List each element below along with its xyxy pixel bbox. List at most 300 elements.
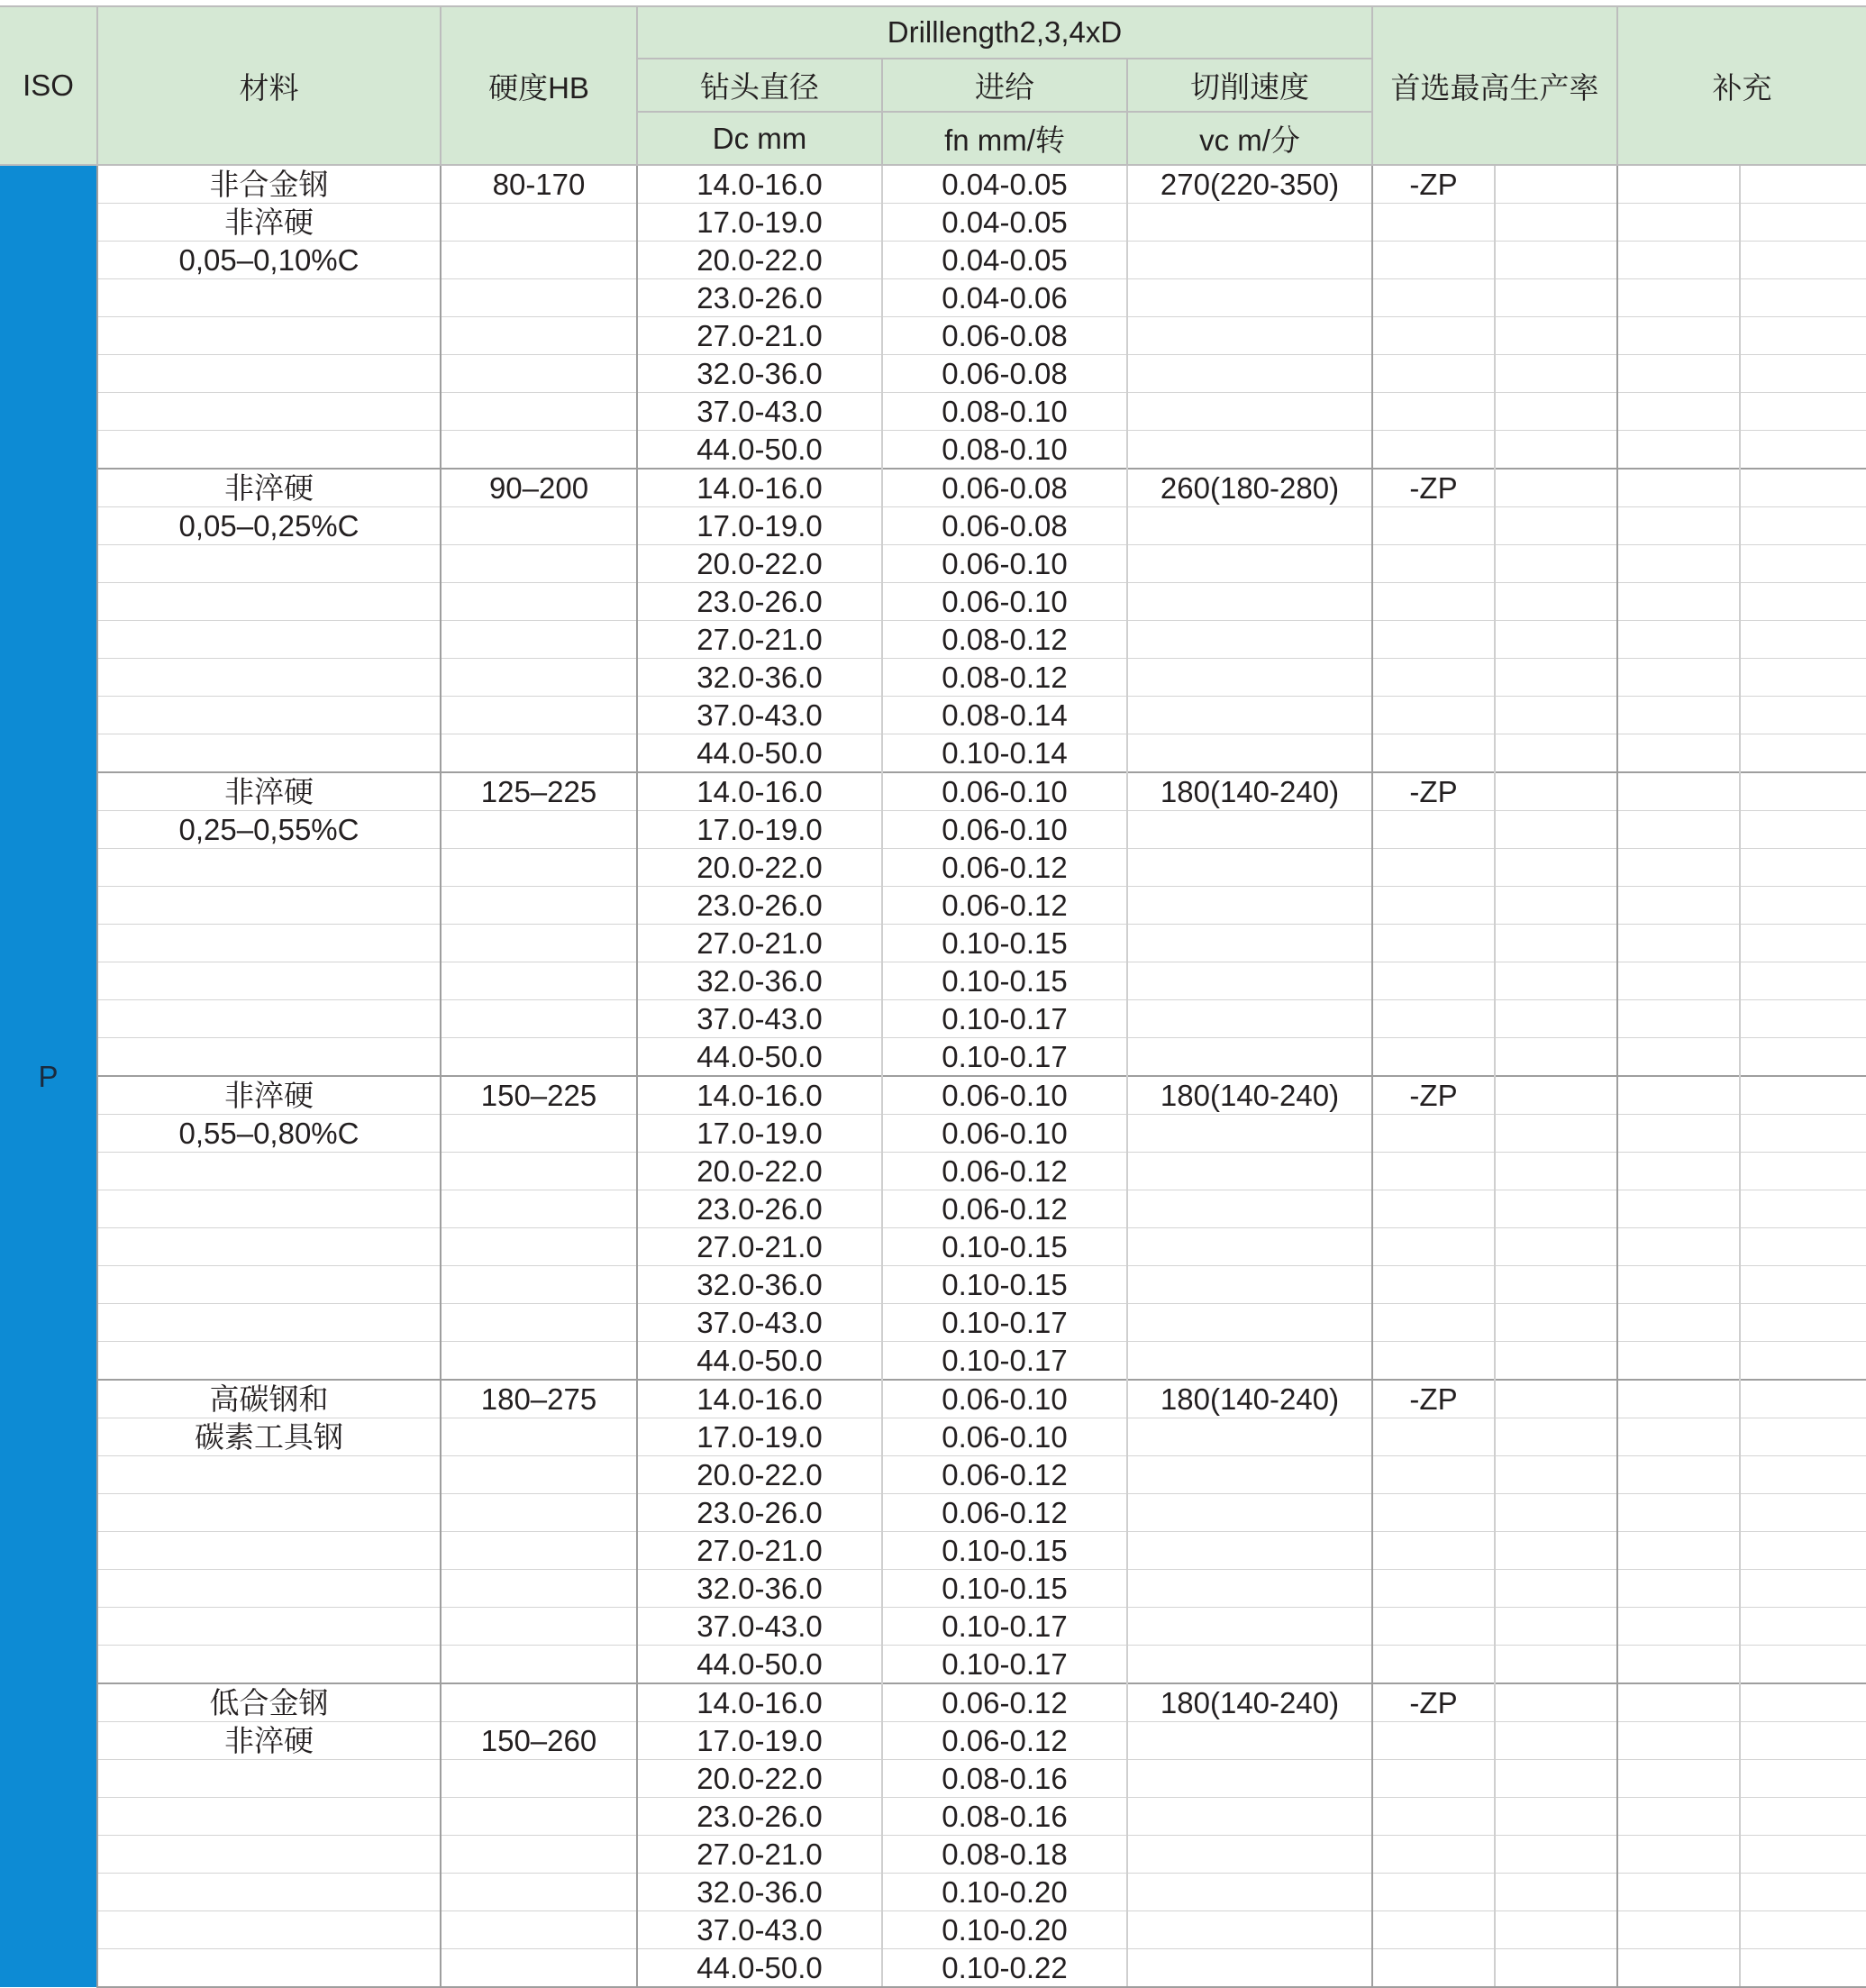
- supplement-cell: [1617, 1153, 1740, 1190]
- feed-cell: 0.10-0.15: [882, 1532, 1127, 1570]
- preferred-cell: [1372, 1266, 1495, 1304]
- preferred-extra-cell: [1495, 1646, 1617, 1684]
- speed-cell: [1127, 1760, 1372, 1798]
- feed-cell: 0.10-0.17: [882, 1608, 1127, 1646]
- table-row: [0, 925, 1866, 962]
- preferred-extra-cell: [1495, 1115, 1617, 1153]
- diameter-cell: 27.0-21.0: [637, 621, 882, 659]
- header-supplement: 补充: [1617, 6, 1866, 165]
- speed-cell: [1127, 1304, 1372, 1342]
- material-cell: [97, 1494, 441, 1532]
- feed-cell: 0.08-0.12: [882, 621, 1127, 659]
- speed-cell: [1127, 393, 1372, 431]
- hardness-cell: [441, 1646, 637, 1684]
- feed-cell: 0.10-0.14: [882, 734, 1127, 773]
- speed-cell: [1127, 279, 1372, 317]
- supplement-cell: [1617, 1038, 1740, 1077]
- feed-cell: 0.06-0.08: [882, 317, 1127, 355]
- material-cell: [97, 431, 441, 470]
- preferred-extra-cell: [1495, 545, 1617, 583]
- supplement-extra-cell: [1740, 1683, 1866, 1722]
- speed-cell: [1127, 1342, 1372, 1381]
- material-cell: [97, 1266, 441, 1304]
- supplement-cell: [1617, 1380, 1740, 1418]
- preferred-cell: -ZP: [1372, 1076, 1495, 1115]
- supplement-cell: [1617, 1228, 1740, 1266]
- preferred-cell: [1372, 849, 1495, 887]
- preferred-cell: [1372, 583, 1495, 621]
- supplement-cell: [1617, 242, 1740, 279]
- speed-cell: [1127, 1532, 1372, 1570]
- preferred-cell: [1372, 1760, 1495, 1798]
- supplement-cell: [1617, 355, 1740, 393]
- diameter-cell: 17.0-19.0: [637, 1115, 882, 1153]
- supplement-extra-cell: [1740, 545, 1866, 583]
- hardness-cell: [441, 1266, 637, 1304]
- preferred-cell: -ZP: [1372, 1683, 1495, 1722]
- table-row: [0, 659, 1866, 697]
- supplement-extra-cell: [1740, 1380, 1866, 1418]
- header-diameter: 钻头直径: [637, 59, 882, 112]
- preferred-extra-cell: [1495, 1076, 1617, 1115]
- supplement-extra-cell: [1740, 734, 1866, 773]
- preferred-extra-cell: [1495, 1798, 1617, 1836]
- hardness-cell: [441, 1153, 637, 1190]
- supplement-extra-cell: [1740, 1722, 1866, 1760]
- preferred-extra-cell: [1495, 469, 1617, 507]
- hardness-cell: [441, 1911, 637, 1949]
- preferred-cell: [1372, 811, 1495, 849]
- supplement-extra-cell: [1740, 1000, 1866, 1038]
- material-cell: 低合金钢: [97, 1683, 441, 1722]
- material-cell: 非合金钢: [97, 165, 441, 204]
- table-row: [0, 1266, 1866, 1304]
- feed-cell: 0.06-0.10: [882, 1418, 1127, 1456]
- feed-cell: 0.10-0.20: [882, 1911, 1127, 1949]
- material-cell: [97, 1760, 441, 1798]
- material-cell: 0,25–0,55%C: [97, 811, 441, 849]
- hardness-cell: [441, 1683, 637, 1722]
- hardness-cell: [441, 1304, 637, 1342]
- feed-cell: 0.08-0.18: [882, 1836, 1127, 1874]
- header-speed-unit: vc m/分: [1127, 112, 1372, 165]
- preferred-extra-cell: [1495, 204, 1617, 242]
- feed-cell: 0.06-0.12: [882, 1683, 1127, 1722]
- speed-cell: [1127, 962, 1372, 1000]
- speed-cell: [1127, 1153, 1372, 1190]
- table-row: [0, 1874, 1866, 1911]
- preferred-cell: -ZP: [1372, 1380, 1495, 1418]
- header-preferred: 首选最高生产率: [1372, 6, 1617, 165]
- material-cell: [97, 1038, 441, 1077]
- preferred-cell: -ZP: [1372, 165, 1495, 204]
- hardness-cell: [441, 279, 637, 317]
- preferred-cell: -ZP: [1372, 772, 1495, 811]
- preferred-extra-cell: [1495, 1874, 1617, 1911]
- feed-cell: 0.08-0.16: [882, 1798, 1127, 1836]
- diameter-cell: 17.0-19.0: [637, 204, 882, 242]
- supplement-cell: [1617, 1722, 1740, 1760]
- preferred-extra-cell: [1495, 1190, 1617, 1228]
- preferred-cell: [1372, 1911, 1495, 1949]
- supplement-cell: [1617, 507, 1740, 545]
- speed-cell: 180(140-240): [1127, 1683, 1372, 1722]
- feed-cell: 0.10-0.15: [882, 1266, 1127, 1304]
- material-cell: [97, 1798, 441, 1836]
- speed-cell: [1127, 1874, 1372, 1911]
- hardness-cell: [441, 431, 637, 470]
- diameter-cell: 23.0-26.0: [637, 887, 882, 925]
- supplement-cell: [1617, 1076, 1740, 1115]
- header-feed-unit: fn mm/转: [882, 112, 1127, 165]
- hardness-cell: [441, 849, 637, 887]
- feed-cell: 0.10-0.17: [882, 1304, 1127, 1342]
- preferred-cell: [1372, 393, 1495, 431]
- material-cell: [97, 849, 441, 887]
- material-cell: [97, 1608, 441, 1646]
- hardness-cell: 180–275: [441, 1380, 637, 1418]
- hardness-cell: [441, 1608, 637, 1646]
- feed-cell: 0.10-0.17: [882, 1000, 1127, 1038]
- diameter-cell: 44.0-50.0: [637, 1949, 882, 1988]
- material-cell: 非淬硬: [97, 469, 441, 507]
- speed-cell: 180(140-240): [1127, 1380, 1372, 1418]
- material-cell: [97, 1304, 441, 1342]
- feed-cell: 0.08-0.12: [882, 659, 1127, 697]
- speed-cell: [1127, 1722, 1372, 1760]
- material-cell: [97, 621, 441, 659]
- supplement-cell: [1617, 621, 1740, 659]
- preferred-cell: [1372, 1874, 1495, 1911]
- diameter-cell: 44.0-50.0: [637, 1342, 882, 1381]
- supplement-extra-cell: [1740, 279, 1866, 317]
- supplement-cell: [1617, 393, 1740, 431]
- supplement-extra-cell: [1740, 1456, 1866, 1494]
- feed-cell: 0.04-0.05: [882, 165, 1127, 204]
- diameter-cell: 23.0-26.0: [637, 1494, 882, 1532]
- material-cell: 非淬硬: [97, 772, 441, 811]
- diameter-cell: 44.0-50.0: [637, 431, 882, 470]
- iso-group-cell: P: [0, 165, 97, 1987]
- material-cell: [97, 734, 441, 773]
- feed-cell: 0.10-0.17: [882, 1342, 1127, 1381]
- supplement-extra-cell: [1740, 1570, 1866, 1608]
- supplement-extra-cell: [1740, 393, 1866, 431]
- table-row: [0, 1000, 1866, 1038]
- speed-cell: [1127, 1608, 1372, 1646]
- hardness-cell: [441, 507, 637, 545]
- preferred-cell: [1372, 1304, 1495, 1342]
- table-row: [0, 507, 1866, 545]
- supplement-cell: [1617, 204, 1740, 242]
- material-cell: [97, 393, 441, 431]
- supplement-cell: [1617, 1456, 1740, 1494]
- material-cell: [97, 925, 441, 962]
- preferred-cell: [1372, 1228, 1495, 1266]
- header-diameter-unit: Dc mm: [637, 112, 882, 165]
- table-row: [0, 431, 1866, 470]
- table-row: [0, 1798, 1866, 1836]
- feed-cell: 0.04-0.05: [882, 204, 1127, 242]
- table-row: [0, 1038, 1866, 1077]
- feed-cell: 0.06-0.10: [882, 1076, 1127, 1115]
- diameter-cell: 23.0-26.0: [637, 1190, 882, 1228]
- preferred-cell: [1372, 1646, 1495, 1684]
- table-row: [0, 1760, 1866, 1798]
- diameter-cell: 20.0-22.0: [637, 242, 882, 279]
- supplement-extra-cell: [1740, 204, 1866, 242]
- supplement-extra-cell: [1740, 659, 1866, 697]
- speed-cell: [1127, 242, 1372, 279]
- supplement-cell: [1617, 1646, 1740, 1684]
- material-cell: 0,55–0,80%C: [97, 1115, 441, 1153]
- material-cell: [97, 1342, 441, 1381]
- preferred-extra-cell: [1495, 1949, 1617, 1988]
- speed-cell: 180(140-240): [1127, 1076, 1372, 1115]
- speed-cell: [1127, 925, 1372, 962]
- supplement-cell: [1617, 1342, 1740, 1381]
- diameter-cell: 20.0-22.0: [637, 1456, 882, 1494]
- feed-cell: 0.06-0.12: [882, 1153, 1127, 1190]
- diameter-cell: 37.0-43.0: [637, 1000, 882, 1038]
- preferred-cell: [1372, 1722, 1495, 1760]
- hardness-cell: [441, 1115, 637, 1153]
- material-cell: [97, 1228, 441, 1266]
- speed-cell: [1127, 1190, 1372, 1228]
- supplement-cell: [1617, 1570, 1740, 1608]
- supplement-cell: [1617, 1190, 1740, 1228]
- table-row: [0, 1418, 1866, 1456]
- supplement-cell: [1617, 1874, 1740, 1911]
- speed-cell: [1127, 621, 1372, 659]
- hardness-cell: [441, 1570, 637, 1608]
- preferred-extra-cell: [1495, 621, 1617, 659]
- material-cell: 非淬硬: [97, 1722, 441, 1760]
- hardness-cell: 150–225: [441, 1076, 637, 1115]
- speed-cell: [1127, 1266, 1372, 1304]
- supplement-extra-cell: [1740, 887, 1866, 925]
- material-cell: [97, 1532, 441, 1570]
- feed-cell: 0.06-0.08: [882, 469, 1127, 507]
- speed-cell: [1127, 1570, 1372, 1608]
- supplement-extra-cell: [1740, 242, 1866, 279]
- preferred-cell: [1372, 1418, 1495, 1456]
- supplement-extra-cell: [1740, 1760, 1866, 1798]
- preferred-cell: [1372, 1798, 1495, 1836]
- diameter-cell: 14.0-16.0: [637, 772, 882, 811]
- hardness-cell: 125–225: [441, 772, 637, 811]
- speed-cell: [1127, 204, 1372, 242]
- supplement-extra-cell: [1740, 1190, 1866, 1228]
- speed-cell: [1127, 1456, 1372, 1494]
- feed-cell: 0.08-0.16: [882, 1760, 1127, 1798]
- preferred-extra-cell: [1495, 279, 1617, 317]
- speed-cell: [1127, 659, 1372, 697]
- preferred-cell: -ZP: [1372, 469, 1495, 507]
- supplement-cell: [1617, 1798, 1740, 1836]
- table-row: [0, 1494, 1866, 1532]
- preferred-cell: [1372, 1570, 1495, 1608]
- table-row: [0, 621, 1866, 659]
- supplement-cell: [1617, 772, 1740, 811]
- preferred-extra-cell: [1495, 431, 1617, 470]
- hardness-cell: [441, 1038, 637, 1077]
- feed-cell: 0.10-0.15: [882, 1228, 1127, 1266]
- preferred-extra-cell: [1495, 1304, 1617, 1342]
- diameter-cell: 23.0-26.0: [637, 583, 882, 621]
- preferred-extra-cell: [1495, 849, 1617, 887]
- table-row: [0, 887, 1866, 925]
- supplement-extra-cell: [1740, 1874, 1866, 1911]
- speed-cell: [1127, 1418, 1372, 1456]
- supplement-extra-cell: [1740, 1304, 1866, 1342]
- diameter-cell: 37.0-43.0: [637, 697, 882, 734]
- table-row: [0, 545, 1866, 583]
- speed-cell: [1127, 431, 1372, 470]
- diameter-cell: 37.0-43.0: [637, 393, 882, 431]
- preferred-extra-cell: [1495, 507, 1617, 545]
- hardness-cell: [441, 1532, 637, 1570]
- supplement-cell: [1617, 1494, 1740, 1532]
- material-cell: [97, 1911, 441, 1949]
- supplement-cell: [1617, 811, 1740, 849]
- hardness-cell: [441, 204, 637, 242]
- hardness-cell: [441, 697, 637, 734]
- hardness-cell: [441, 811, 637, 849]
- supplement-extra-cell: [1740, 1798, 1866, 1836]
- cutting-data-table: [0, 5, 1866, 1988]
- supplement-extra-cell: [1740, 431, 1866, 470]
- table-row: [0, 1532, 1866, 1570]
- table-row: [0, 697, 1866, 734]
- diameter-cell: 27.0-21.0: [637, 1228, 882, 1266]
- supplement-extra-cell: [1740, 1038, 1866, 1077]
- supplement-extra-cell: [1740, 1342, 1866, 1381]
- header-material: 材料: [97, 6, 441, 165]
- speed-cell: [1127, 1000, 1372, 1038]
- supplement-cell: [1617, 1418, 1740, 1456]
- preferred-extra-cell: [1495, 659, 1617, 697]
- speed-cell: [1127, 734, 1372, 773]
- preferred-extra-cell: [1495, 1228, 1617, 1266]
- diameter-cell: 32.0-36.0: [637, 355, 882, 393]
- feed-cell: 0.04-0.05: [882, 242, 1127, 279]
- material-cell: [97, 1949, 441, 1988]
- speed-cell: [1127, 811, 1372, 849]
- preferred-cell: [1372, 1000, 1495, 1038]
- speed-cell: [1127, 317, 1372, 355]
- table-row: [0, 1304, 1866, 1342]
- supplement-cell: [1617, 697, 1740, 734]
- speed-cell: [1127, 849, 1372, 887]
- diameter-cell: 27.0-21.0: [637, 317, 882, 355]
- feed-cell: 0.10-0.15: [882, 1570, 1127, 1608]
- supplement-cell: [1617, 1304, 1740, 1342]
- header-drill-length: Drilllength2,3,4xD: [637, 6, 1372, 59]
- hardness-cell: [441, 1190, 637, 1228]
- diameter-cell: 14.0-16.0: [637, 1380, 882, 1418]
- preferred-extra-cell: [1495, 1608, 1617, 1646]
- preferred-extra-cell: [1495, 1911, 1617, 1949]
- speed-cell: [1127, 887, 1372, 925]
- table-row: [0, 317, 1866, 355]
- table-row: [0, 1153, 1866, 1190]
- preferred-extra-cell: [1495, 1342, 1617, 1381]
- diameter-cell: 37.0-43.0: [637, 1608, 882, 1646]
- preferred-cell: [1372, 355, 1495, 393]
- hardness-cell: [441, 734, 637, 773]
- diameter-cell: 32.0-36.0: [637, 962, 882, 1000]
- table-row: [0, 772, 1866, 811]
- supplement-extra-cell: [1740, 1608, 1866, 1646]
- hardness-cell: [441, 1798, 637, 1836]
- material-cell: 高碳钢和: [97, 1380, 441, 1418]
- material-cell: [97, 1000, 441, 1038]
- feed-cell: 0.06-0.10: [882, 545, 1127, 583]
- feed-cell: 0.06-0.10: [882, 1115, 1127, 1153]
- preferred-extra-cell: [1495, 1570, 1617, 1608]
- preferred-cell: [1372, 242, 1495, 279]
- supplement-extra-cell: [1740, 697, 1866, 734]
- supplement-cell: [1617, 925, 1740, 962]
- preferred-extra-cell: [1495, 355, 1617, 393]
- speed-cell: [1127, 507, 1372, 545]
- diameter-cell: 27.0-21.0: [637, 1836, 882, 1874]
- hardness-cell: [441, 1418, 637, 1456]
- supplement-cell: [1617, 1608, 1740, 1646]
- preferred-extra-cell: [1495, 393, 1617, 431]
- preferred-extra-cell: [1495, 1532, 1617, 1570]
- speed-cell: [1127, 1228, 1372, 1266]
- preferred-cell: [1372, 1038, 1495, 1077]
- preferred-cell: [1372, 734, 1495, 773]
- supplement-cell: [1617, 1836, 1740, 1874]
- table-row: [0, 469, 1866, 507]
- feed-cell: 0.06-0.12: [882, 1190, 1127, 1228]
- preferred-cell: [1372, 1456, 1495, 1494]
- table-row: [0, 242, 1866, 279]
- speed-cell: 270(220-350): [1127, 165, 1372, 204]
- supplement-extra-cell: [1740, 811, 1866, 849]
- preferred-cell: [1372, 1836, 1495, 1874]
- supplement-cell: [1617, 1115, 1740, 1153]
- diameter-cell: 14.0-16.0: [637, 1076, 882, 1115]
- supplement-extra-cell: [1740, 1646, 1866, 1684]
- preferred-extra-cell: [1495, 1266, 1617, 1304]
- supplement-cell: [1617, 1683, 1740, 1722]
- preferred-cell: [1372, 1115, 1495, 1153]
- diameter-cell: 17.0-19.0: [637, 1418, 882, 1456]
- speed-cell: 180(140-240): [1127, 772, 1372, 811]
- diameter-cell: 17.0-19.0: [637, 811, 882, 849]
- hardness-cell: [441, 317, 637, 355]
- diameter-cell: 20.0-22.0: [637, 545, 882, 583]
- feed-cell: 0.06-0.10: [882, 1380, 1127, 1418]
- speed-cell: [1127, 1798, 1372, 1836]
- hardness-cell: [441, 242, 637, 279]
- material-cell: 非淬硬: [97, 204, 441, 242]
- preferred-extra-cell: [1495, 1380, 1617, 1418]
- header-hardness: 硬度HB: [441, 6, 637, 165]
- supplement-extra-cell: [1740, 1266, 1866, 1304]
- diameter-cell: 32.0-36.0: [637, 1570, 882, 1608]
- supplement-cell: [1617, 545, 1740, 583]
- hardness-cell: [441, 1000, 637, 1038]
- diameter-cell: 20.0-22.0: [637, 1153, 882, 1190]
- supplement-extra-cell: [1740, 1418, 1866, 1456]
- diameter-cell: 44.0-50.0: [637, 1038, 882, 1077]
- preferred-extra-cell: [1495, 925, 1617, 962]
